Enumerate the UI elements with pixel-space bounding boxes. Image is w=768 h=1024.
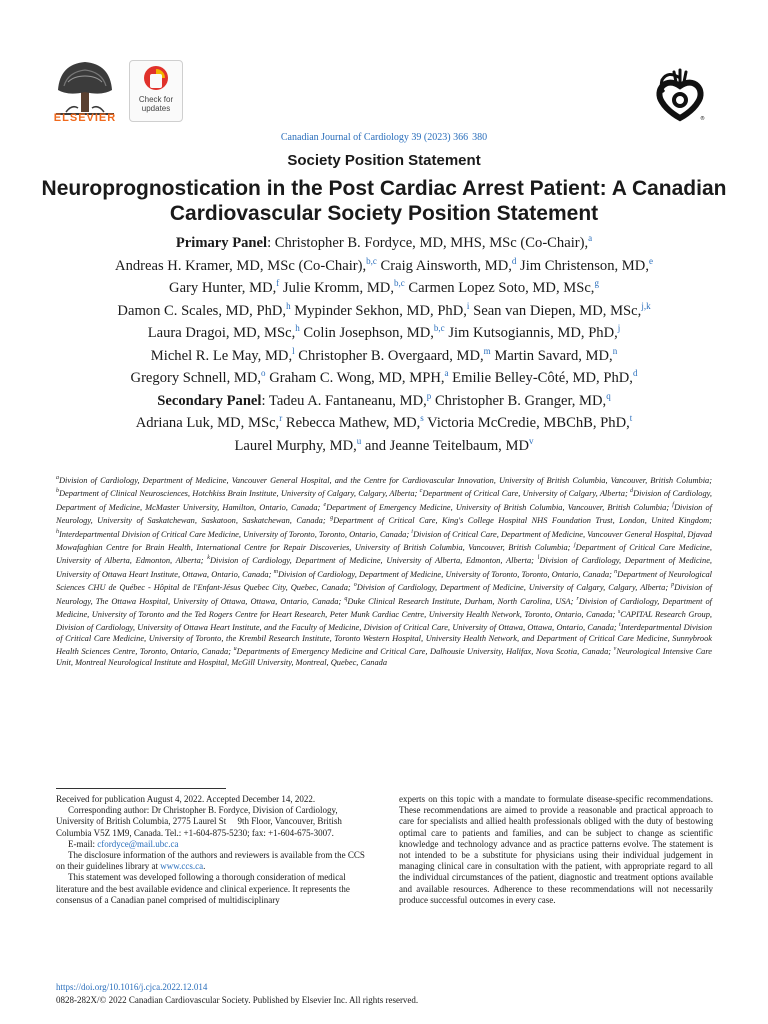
author: Colin Josephson, MD, (303, 325, 434, 341)
disclosure-text: The disclosure information of the authors and reviewers is available from the CCS on their guidelines library at (56, 850, 365, 872)
statement-text: This statement was developed following a thorough consideration of medical literature and the best available evidence and clinical experience. It represents the consensus of a Canadian panel comprised of multidisciplinary (56, 872, 350, 905)
author-line: Laurel Murphy, MD,$^u$ and Jeanne Teitelbaum, $MD^v$ (234, 435, 534, 454)
svg-text:®: ® (700, 116, 705, 122)
affiliation-sup: d (630, 488, 634, 495)
author-line: Gregory Schnell, MD,$^o$ Graham C. Wong, MD, MPH,$^a$ Emilie Belley-Côté, MD, PhD,$^d$ (130, 368, 638, 386)
affiliation-text: Division of Critical Care, Department of Medicine, Vancouver General Hospital, Djavad Mowafaghian Centre for Brain Health, International Centre for Repair Discoveries, University of British Columbia, Vancouver, British Columbia; (56, 529, 712, 552)
author: Damon C. Scales, MD, PhD, (117, 302, 287, 319)
affiliation-sup: j (573, 541, 576, 548)
doi-link[interactable]: https://doi.org/10.1016/j.cjca.2022.12.014 (56, 982, 208, 992)
author: Julie Kromm, MD, (282, 280, 394, 296)
affiliation-text: Division of Cardiology, Department of Medicine, University of Toronto, Toronto, Ontario, Canada; (277, 569, 615, 579)
author: Christopher B. Fordyce, MD, MHS, MSc (Co-Chair), (274, 235, 589, 251)
author-line: Gary Hunter, MD,$^f$ Julie Kromm, MD,$^{b,c}$ Carmen Lopez Soto, MD, MSc,$^g$ (169, 278, 599, 296)
affiliations (56, 473, 712, 668)
affiliation-sup: h (56, 528, 59, 535)
author-line: Laura Dragoi, MD, MSc,$^h$ Colin Josephson, MD,$^{b,c}$ Jim Kutsogiannis, MD, PhD,$^j$ (147, 323, 621, 341)
affiliation-text: Division of Cardiology, Department of Medicine, University of Alberta, Edmonton, Alberta; (209, 556, 538, 566)
affiliation-text: Department of Neurological Sciences CHU de Québec - Hôpital de l'Enfant-Jésus Quebec City, Quebec, Canada; (56, 569, 712, 592)
affiliation-sup: v (613, 646, 617, 653)
affiliation-sup: r (576, 595, 579, 602)
ccs-link[interactable]: www.ccs.ca (160, 861, 204, 872)
ccs-logo (650, 66, 710, 122)
affiliation-text: Departments of Emergency Medicine and Critical Care, Dalhousie University, Halifax, Nova Scotia, Canada; (236, 647, 614, 657)
author: Laura Dragoi, MD, MSc, (147, 325, 296, 341)
author-line: Primary Panel: Christopher B. Fordyce, MD, MHS, MSc (Co-Chair),$^a$ (175, 233, 593, 251)
check-updates-icon (143, 65, 169, 93)
affiliation-sup: o (353, 582, 357, 589)
author: Andreas H. Kramer, MD, MSc (Co-Chair), (115, 257, 367, 274)
author: Gary Hunter, MD, (169, 280, 277, 296)
affiliation-text: Division of Cardiology, Department of Medicine, McMaster University, Hamilton, Ontario, Canada; (56, 489, 712, 512)
secondary-panel-label: Secondary Panel (157, 392, 262, 409)
affiliation-sup: m (273, 568, 278, 575)
author-line: Secondary Panel: Tadeu A. Fantaneanu, MD,$^p$ Christopher B. Granger, MD,$^q$ (157, 390, 611, 409)
check-for-updates-badge[interactable] (129, 60, 183, 122)
affiliation-sup: s (617, 608, 621, 615)
author: Emilie Belley-Côté, MD, PhD, (452, 370, 633, 386)
author: Jeanne Teitelbaum, MD (389, 437, 529, 454)
author-list (20, 232, 748, 457)
affiliation-text: Neurological Intensive Care Unit, Montreal Neurological Institute and Hospital, McGill University, Montreal, Quebec, Canada (56, 647, 713, 667)
author: Rebecca Mathew, MD, (285, 415, 421, 431)
author-line: Michel R. Le May, MD,$^l$ Christopher B. Overgaard, MD,$^m$ Martin Savard, MD,$^n$ (150, 345, 618, 364)
author: Jim Kutsogiannis, MD, PhD, (448, 325, 618, 341)
author: Laurel Murphy, MD, (234, 437, 357, 454)
affiliation-sup: a (56, 475, 59, 481)
author-line: Damon C. Scales, MD, PhD,$^h$ Mypinder Sekhon, MD, PhD,$^i$ Sean van Diepen, MD, MSc,$^{j,k}$ (117, 300, 651, 319)
author-line: Andreas H. Kramer, MD, MSc (Co-Chair),$^{b,c}$ Craig Ainsworth, MD,$^d$ Jim Christenson, MD,$^e$ (115, 255, 653, 274)
primary-panel-label: Primary Panel (175, 235, 268, 251)
affiliation-sup: b (56, 488, 59, 495)
affiliation-sup: f (672, 501, 674, 508)
check-updates-label: Check for updates (138, 95, 174, 113)
affiliation-sup: e (323, 501, 327, 508)
affiliation-text: Department of Emergency Medicine, University of British Columbia, Vancouver, British Columbia; (326, 502, 673, 512)
author-line: Adriana Luk, MD, MSc,$^r$ Rebecca Mathew, MD,$^s$ Victoria McCredie, MBChB, PhD,$^t$ (135, 413, 633, 431)
affiliation-text: CAPITAL Research Group, Division of Cardiology, University of Ottawa Heart Institute, and the Faculty of Medicine, Division of Critical Care, University of Ottawa, Ottawa, Ontario, Canada; (56, 609, 712, 633)
affiliation-sup: k (207, 555, 210, 562)
affiliation-text: Interdepartmental Division of Critical Care Medicine, University of Toronto, the Krembil Research Institute, Toronto Western Hospital, University Health Network, and Department of Critical Care Medicine, Sunnybrook Health Sciences Centre, Toronto, Ontario, Canada; (56, 623, 713, 657)
affiliation-text: Interdepartmental Division of Critical Care Medicine, University of Toronto, Toronto, Ontario, Canada; (59, 529, 412, 539)
affiliation-text: Department of Critical Care, King's College Hospital NHS Foundation Trust, London, United Kingdom; (333, 515, 712, 525)
author: Carmen Lopez Soto, MD, MSc, (408, 280, 595, 296)
section-label: Society Position Statement (287, 152, 481, 169)
author: Adriana Luk, MD, MSc, (135, 415, 280, 431)
corresponding-author: Corresponding author: Dr Christopher B. Fordyce, Division of Cardiology, University of British Columbia, 2775 Laurel St 9th Floor, Vancouver, British Columbia V5Z 1M9, Canada. Tel.: +1-604-875-5230; fax: +1-604-675-3007. (56, 805, 342, 838)
author: Victoria McCredie, MBChB, PhD, (427, 415, 630, 431)
author: Jim Christenson, MD, (520, 257, 649, 274)
affiliation-text: Division of Neurology, The Ottawa Hospital, University of Ottawa, Ottawa, Ontario, Canada; (56, 582, 712, 606)
author: Gregory Schnell, MD, (130, 370, 262, 386)
author: Michel R. Le May, MD, (150, 347, 293, 364)
author: Martin Savard, MD, (494, 347, 613, 364)
affiliation-text: Division of Cardiology, Department of Medicine, University of Toronto and the Ted Rogers Centre for Heart Research, Peter Munk Cardiac Centre, University Health Network, Toronto, Ontario, Canada; (56, 596, 712, 619)
author: Mypinder Sekhon, MD, PhD, (294, 302, 467, 319)
page-footer (56, 981, 418, 1007)
affiliation-text: Department of Critical Care, University of Calgary, Alberta; (422, 489, 631, 499)
author-conjunction: and (364, 437, 386, 454)
affiliation-sup: t (619, 622, 621, 629)
author: Christopher B. Overgaard, MD, (298, 347, 484, 364)
footnote-right-column: experts on this topic with a mandate to formulate disease-specific recommendations. These recommendations are aimed to provide a reasonable and practical approach to care for specialists and allied health professionals obliged with the duty of bestowing optimal care to patients and families, and can be subject to change as scientific knowledge and technology advance and as practice patterns evolve. The statement is not intended to be a substitute for physicians using their individual judgement in managing clinical care in consultation with the patient, with appropriate regard to all the individual circumstances of the patient, diagnostic and treatment options available and available resources. Adherence to these recommendations will not necessarily produce successful outcomes in every case. (399, 794, 713, 905)
copyright: 0828-282X/© 2022 Canadian Cardiovascular Society. Published by Elsevier Inc. All rights reserved. (56, 995, 419, 1005)
affiliation-sup: p (671, 582, 675, 589)
email-link[interactable]: cfordyce@mail.ubc.ca (97, 838, 179, 849)
affiliation-sup: u (233, 646, 237, 653)
journal-citation[interactable]: Canadian Journal of Cardiology 39 (2023) 366 380 (280, 132, 488, 143)
elsevier-wordmark: ELSEVIER (53, 112, 117, 124)
author: Craig Ainsworth, MD, (380, 257, 512, 274)
affiliation-text: Department of Clinical Neurosciences, Hotchkiss Brain Institute, University of Calgary, Calgary, Alberta; (59, 489, 420, 499)
footnote-left-column: Received for publication August 4, 2022. Accepted December 14, 2022. Corresponding author: Dr Christopher B. Fordyce, Division of Cardiology, University of British Columbia, 2775 Laurel St 9th Floor, Vancouver, British Columbia V5Z 1M9, Canada. Tel.: +1-604-875-5230; fax: +1-604-675-3007. E-mail: cfordyce@mail.ubc.ca The disclosure information of the authors and reviewers is available from the CCS on their guidelines library at www.ccs.ca. This statement was developed following a thorough consideration of medical literature and the best available evidence and clinical experience. It represents the consensus of a Canadian panel comprised of multidisciplinary (56, 794, 368, 906)
affiliation-text: Division of Cardiology, Department of Medicine, University of Ottawa Heart Institute, Ottawa, Ontario, Canada; (56, 556, 713, 579)
footnote-rule (56, 788, 226, 789)
affiliation-sup: l (537, 555, 540, 562)
affiliation-sup: g (330, 515, 334, 522)
affiliation-sup: c (419, 488, 423, 495)
affiliation-sup: i (411, 528, 413, 535)
author: Tadeu A. Fantaneanu, MD, (268, 392, 427, 409)
author: Sean van Diepen, MD, MSc, (473, 302, 642, 319)
received-dates: Received for publication August 4, 2022. Accepted December 14, 2022. (56, 794, 316, 804)
affiliation-text: Division of Cardiology, Department of Medicine, Vancouver General Hospital, and the Centre for Cardiovascular Innovation, University of British Columbia, Vancouver, British Columbia; (59, 475, 712, 485)
affiliation-text: Division of Neurology, University of Saskatchewan, Saskatoon, Saskatchewan, Canada; (56, 502, 712, 525)
article-title: Neuroprognostication in the Post Cardiac Arrest Patient: A Canadian Cardiovascular Society Position Statement (41, 177, 727, 225)
affiliation-sup: n (614, 568, 618, 575)
author-sup: a (588, 233, 593, 244)
author: Graham C. Wong, MD, MPH, (269, 370, 445, 386)
affiliation-sup: q (344, 595, 348, 602)
email-label: E-mail: (68, 838, 95, 849)
affiliation-text: Department of Critical Care Medicine, University of Alberta, Edmonton, Alberta; (56, 542, 712, 566)
affiliation-text: Duke Clinical Research Institute, Durham, North Carolina, USA; (347, 596, 577, 606)
affiliation-text: Division of Cardiology, Department of Medicine, University of Calgary, Calgary, Alberta; (356, 582, 672, 592)
author: Christopher B. Granger, MD, (434, 392, 607, 409)
